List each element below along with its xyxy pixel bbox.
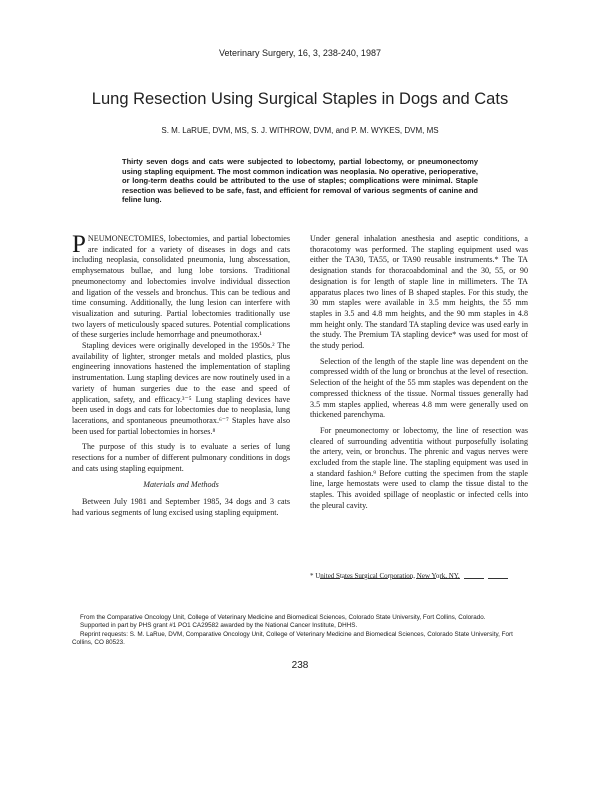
methods-paragraph-4: For pneumonectomy or lobectomy, the line of resection was cleared of surrounding adventitia without purposefully isolating the artery, vein, or bronchus. The phrenic and vagus nerves were excluded from the staple line. The stapling equipment was used in a standard fashion.⁹ Before cutting the specimen from the staple line, large hemostats were used to clamp the tissue distal to the staples. This avoided spillage of neoplastic or infected cells into the pleural cavity.: [310, 425, 528, 510]
abstract: Thirty seven dogs and cats were subjected to lobectomy, partial lobectomy, or pneumonectomy using stapling equipment. The most common indication was neoplasia. No operative, perioperative, or long-term deaths could be attributed to the use of staples; complications were minimal. Staple resection was believed to be safe, fast, and efficient for removal of various segments of canine and feline lung.: [122, 157, 478, 205]
intro-paragraph-3: The purpose of this study is to evaluate a series of lung resections for a number of different pulmonary conditions in dogs and cats using stapling equipment.: [72, 442, 290, 473]
left-column: [72, 231, 290, 519]
section-heading-materials-methods: Materials and Methods: [143, 480, 219, 490]
article-title: Lung Resection Using Surgical Staples in Dogs and Cats: [91, 90, 509, 108]
lead-caps: NEUMONECTOMIES,: [87, 234, 166, 243]
affiliation-block: [72, 614, 528, 648]
methods-paragraph-3: Selection of the length of the staple line was dependent on the compressed width of the lung or bronchus at the level of resection. Selection of the height of the 55 mm staples was dependent on the compressed thickness of the tissue. Normal tissues generally had 3.5 mm staples applied, whereas 4.8 mm were generally used on thickened parenchyma.: [310, 356, 528, 420]
methods-paragraph-1: Between July 1981 and September 1985, 34 dogs and 3 cats had various segments of lung excised using stapling equipment.: [72, 497, 290, 517]
support-text: Supported in part by PHS grant #1 PO1 CA29582 awarded by the National Cancer Institute, DHHS.: [80, 622, 358, 630]
intro-paragraph-1-text: lobectomies, and partial lobectomies are indicated for a variety of diseases in dogs and cats including neoplasia, consolidated pneumonia, lung abscessation, emphysematous bullae, and lung lobe torsions. Traditional pneumonectomy and lobectomies involve individual dissection and ligation of the vessels and bronchus. This can be tedious and time consuming. Additionally, the lung lesion can interfere with visualization and suturing. Partial lobectomies traditionally use two layers of meticulously spaced sutures. Potential complications of these surgeries include hemorrhage and pneumothorax.¹: [72, 234, 290, 340]
page-number: 238: [291, 660, 309, 671]
intro-paragraph-1: [72, 231, 290, 341]
affiliation-text: From the Comparative Oncology Unit, College of Veterinary Medicine and Biomedical Sciences, Colorado State University, Fort Collins, Colorado.: [80, 614, 486, 621]
intro-paragraph-2: Stapling devices were originally developed in the 1950s.² The availability of lighter, stronger metals and molded plastics, plus engineering innovations hastened the implementation of stapling instrumentation. Lung stapling devices are now routinely used in a variety of human surgeries due to the ease and speed of application, safety, and efficacy.³⁻⁵ Lung stapling devices have been used in dogs and cats for lobectomies due to neoplasia, lung lacerations, and spontaneous pneumothorax.⁶⁻⁷ Staples have also been used for partial lobectomies in horses.⁸: [72, 341, 290, 436]
footnote: * United States Surgical Corporation, New York, NY.: [310, 572, 460, 580]
right-column: [310, 234, 528, 512]
author-line: S. M. LaRUE, DVM, MS, S. J. WITHROW, DVM, and P. M. WYKES, DVM, MS: [161, 126, 439, 135]
reprint-text: Reprint requests: S. M. LaRue, DVM, Comparative Oncology Unit, College of Veterinary Medicine and Biomedical Sciences, Colorado State University, Fort Collins, CO 80523.: [72, 630, 513, 647]
methods-paragraph-2: Under general inhalation anesthesia and aseptic conditions, a thoracotomy was performed. The stapling equipment used was either the TA30, TA55, or TA90 reusable instruments.* The TA designation stands for thoracoabdominal and the 30, 55, or 90 designation is for length of staple line in millimeters. The TA apparatus places two lines of B shaped staples. For this study, the 30 mm staples were available in 3.5 mm heights, the 55 mm staples in 3.5 and 4.8 mm heights, and the 90 mm staples in 4.8 mm height only. The standard TA stapling device was used early in the study. The Premium TA stapling device* was used for most of the study period.: [310, 234, 528, 351]
drop-cap: P: [72, 231, 86, 258]
journal-citation: Veterinary Surgery, 16, 3, 238-240, 1987: [219, 48, 381, 58]
